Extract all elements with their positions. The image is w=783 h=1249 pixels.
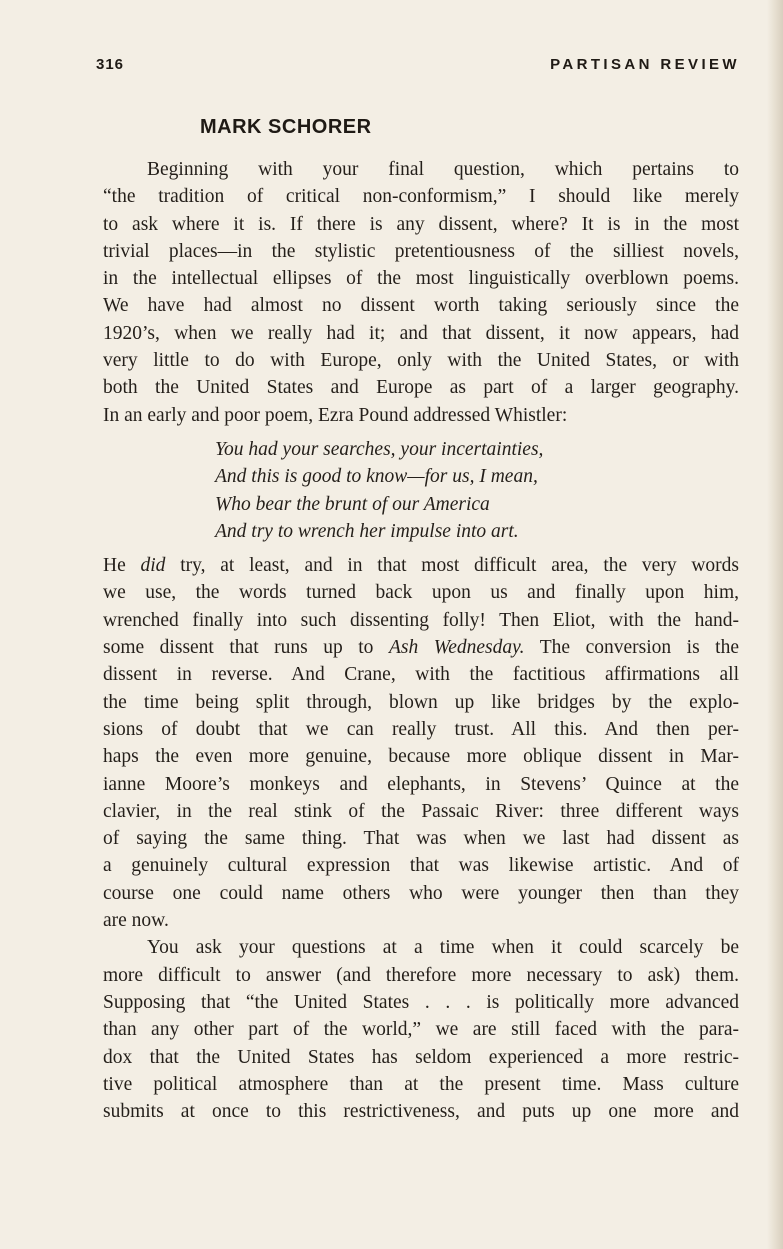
- text-line: dissent in reverse. And Crane, with the factitious affirmations all: [103, 664, 739, 686]
- book-title: Ash Wednesday.: [388, 637, 525, 659]
- text-line: course one could name others who were younger then than they: [103, 882, 739, 904]
- text-line: 1920’s, when we really had it; and that dissent, it now appears, had: [103, 322, 739, 344]
- text-line: very little to do with Europe, only with the United States, or with: [103, 350, 739, 372]
- page-edge: [767, 0, 783, 1249]
- text-line: the time being split through, blown up like bridges by the explo-: [103, 691, 739, 713]
- text-line: a genuinely cultural expression that was likewise artistic. And of: [103, 855, 739, 877]
- text-line: more difficult to answer (and therefore more necessary to ask) them.: [103, 964, 739, 986]
- poem-line: Who bear the brunt of our America: [215, 493, 490, 515]
- text-line: ianne Moore’s monkeys and elephants, in Stevens’ Quince at the: [103, 773, 739, 795]
- paragraph-2: [103, 552, 739, 934]
- text-line: of saying the same thing. That was when we last had dissent as: [103, 828, 739, 850]
- author-heading: MARK SCHORER: [200, 116, 372, 138]
- text-line: Supposing that “the United States . . . is politically more advanced: [103, 991, 739, 1013]
- text-line: In an early and poor poem, Ezra Pound addressed Whistler:: [103, 404, 568, 426]
- article-body: [103, 156, 739, 1125]
- text-line: You ask your questions at a time when it could scarcely be: [147, 937, 739, 959]
- text-line: to ask where it is. If there is any dissent, where? It is in the most: [103, 213, 739, 235]
- text-line: haps the even more genuine, because more oblique dissent in Mar-: [103, 746, 739, 768]
- text-run: He: [103, 555, 141, 577]
- text-line: than any other part of the world,” we are still faced with the para-: [103, 1019, 739, 1041]
- text-line: submits at once to this restrictiveness, and puts up one more and: [103, 1101, 739, 1123]
- page-number: 316: [96, 56, 125, 73]
- poem-quotation: [103, 436, 739, 545]
- text-line: tive political atmosphere than at the present time. Mass culture: [103, 1073, 739, 1095]
- emphasis: did: [140, 555, 166, 577]
- paragraph-3: [103, 934, 739, 1125]
- text-line: in the intellectual ellipses of the most linguistically overblown poems.: [103, 268, 739, 290]
- text-run: try, at least, and in that most difficult area, the very words: [165, 555, 739, 577]
- text-line: are now.: [103, 910, 169, 932]
- text-line: Beginning with your final question, which pertains to: [147, 159, 739, 180]
- running-header: [96, 56, 740, 80]
- poem-line: And try to wrench her impulse into art.: [215, 520, 519, 542]
- text-line: sions of doubt that we can really trust. All this. And then per-: [103, 718, 739, 740]
- poem-line: You had your searches, your incertainties,: [215, 438, 544, 460]
- text-run: The conversion is the: [524, 637, 739, 659]
- text-line: wrenched finally into such dissenting folly! Then Eliot, with the hand-: [103, 609, 739, 631]
- text-line: both the United States and Europe as part of a larger geography.: [103, 377, 739, 399]
- text-line: [103, 634, 739, 661]
- text-run: some dissent that runs up to: [103, 637, 389, 659]
- poem-line: And this is good to know—for us, I mean,: [215, 466, 538, 488]
- paragraph-1: [103, 156, 739, 429]
- journal-title: PARTISAN REVIEW: [550, 56, 740, 73]
- text-line: clavier, in the real stink of the Passaic River: three different ways: [103, 800, 739, 822]
- text-line: dox that the United States has seldom experienced a more restric-: [103, 1046, 739, 1068]
- text-line: we use, the words turned back upon us and finally upon him,: [103, 582, 739, 604]
- text-line: We have had almost no dissent worth taking seriously since the: [103, 295, 739, 317]
- text-line: “the tradition of critical non-conformism,” I should like merely: [103, 186, 739, 208]
- text-line: [103, 552, 739, 579]
- text-line: trivial places—in the stylistic pretentiousness of the silliest novels,: [103, 240, 739, 262]
